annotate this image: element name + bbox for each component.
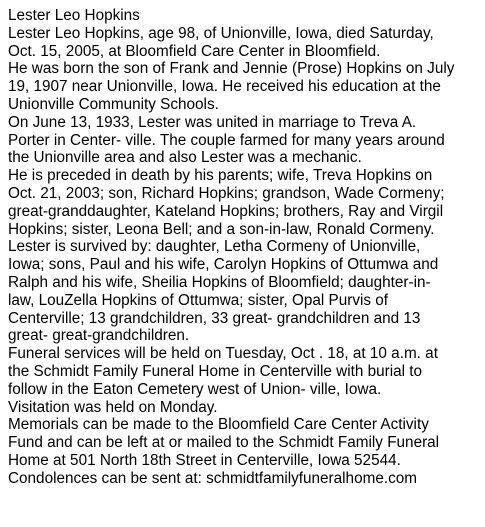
obituary-line: Condolences can be sent at: schmidtfamilyfuneralhome.com — [8, 469, 417, 487]
obituary-line: Funeral services will be held on Tuesday, Oct . 18, at 10 a.m. at — [8, 345, 438, 363]
obituary-line: Lester is survived by: daughter, Letha Cormeny of Unionville, — [8, 238, 421, 256]
obituary-line: Iowa; sons, Paul and his wife, Carolyn Hopkins of Ottumwa and — [8, 256, 439, 274]
obituary-line: follow in the Eaton Cemetery west of Union- ville, Iowa. — [8, 380, 382, 398]
obituary-line: Oct. 15, 2005, at Bloomfield Care Center in Bloomfield. — [8, 42, 381, 60]
obituary-line: Hopkins; sister, Leona Bell; and a son-in-law, Ronald Cormeny. — [8, 220, 435, 238]
obituary-line: Porter in Center- ville. The couple farmed for many years around — [8, 131, 445, 149]
obituary-line: Unionville Community Schools. — [8, 95, 219, 113]
obituary-line: Home at 501 North 18th Street in Centerville, Iowa 52544. — [8, 451, 401, 469]
obituary-title: Lester Leo Hopkins — [8, 7, 140, 24]
obituary-line: the Schmidt Family Funeral Home in Centerville with burial to — [8, 362, 423, 380]
obituary-line: great- great-grandchildren. — [8, 327, 190, 345]
obituary-line: Ralph and his wife, Sheilia Hopkins of Bloomfield; daughter-in- — [8, 273, 431, 291]
obituary-line: Lester Leo Hopkins, age 98, of Unionville, Iowa, died Saturday, — [8, 24, 434, 42]
obituary-line: Fund and can be left at or mailed to the Schmidt Family Funeral — [8, 434, 440, 452]
obituary-line: He is preceded in death by his parents; wife, Treva Hopkins on — [8, 167, 433, 185]
obituary-line: On June 13, 1933, Lester was united in marriage to Treva A. — [8, 113, 417, 131]
obituary-line: Centerville; 13 grandchildren, 33 great- grandchildren and 13 — [8, 309, 421, 327]
obituary-line: Oct. 21, 2003; son, Richard Hopkins; grandson, Wade Cormeny; — [8, 184, 445, 202]
obituary-line: great-granddaughter, Kateland Hopkins; brothers, Ray and Virgil — [8, 202, 444, 220]
obituary-line: law, LouZella Hopkins of Ottumwa; sister, Opal Purvis of — [8, 291, 389, 309]
obituary-line: 19, 1907 near Unionville, Iowa. He received his education at the — [8, 78, 441, 96]
obituary-line: He was born the son of Frank and Jennie (Prose) Hopkins on July — [8, 60, 455, 78]
obituary-line: Memorials can be made to the Bloomfield Care Center Activity — [8, 416, 429, 434]
obituary-line: the Unionville area and also Lester was a mechanic. — [8, 149, 362, 167]
obituary-line: Visitation was held on Monday. — [8, 398, 218, 416]
obituary-document — [8, 7, 485, 488]
